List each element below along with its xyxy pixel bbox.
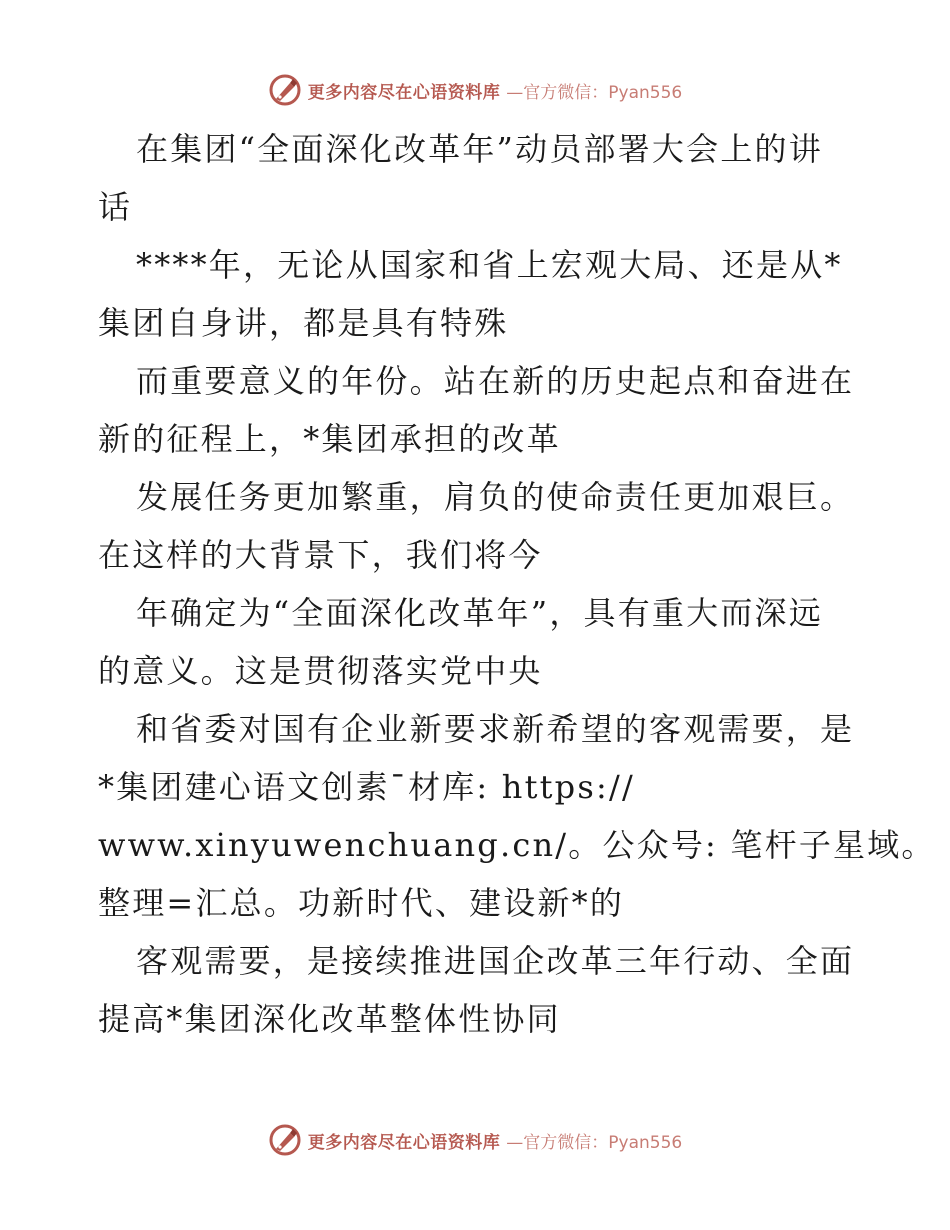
header-banner-main-text: 更多内容尽在心语资料库 xyxy=(307,82,501,103)
body-line-14: 提高*集团深化改革整体性协同 xyxy=(98,1000,561,1038)
body-line-10: *集团建心语文创素¯材库: https:// xyxy=(98,768,635,806)
body-line-13: 客观需要，是接续推进国企改革三年行动、全面 xyxy=(136,942,855,980)
header-banner-wechat-text: —官方微信：Pyan556 xyxy=(506,82,683,103)
body-line-11: www.xinyuwenchuang.cn/。公众号: 笔杆子星域。 xyxy=(98,826,936,864)
body-line-12: 整理=汇总。功新时代、建设新*的 xyxy=(98,884,625,922)
pen-logo-icon xyxy=(268,1123,302,1157)
footer-banner-inner xyxy=(268,1123,682,1157)
title-line-2: 话 xyxy=(98,188,133,226)
body-line-5: 发展任务更加繁重，肩负的使命责任更加艰巨。 xyxy=(136,478,855,516)
body-line-6: 在这样的大背景下，我们将今 xyxy=(98,536,543,574)
body-line-4: 新的征程上，*集团承担的改革 xyxy=(98,420,561,458)
body-line-8: 的意义。这是贯彻落实党中央 xyxy=(98,652,543,690)
header-banner-inner xyxy=(268,73,682,107)
footer-banner-main-text: 更多内容尽在心语资料库 xyxy=(307,1132,501,1153)
body-line-1: ****年，无论从国家和省上宏观大局、还是从* xyxy=(136,246,843,284)
body-line-2: 集团自身讲，都是具有特殊 xyxy=(98,304,509,342)
document-body xyxy=(98,120,936,1048)
footer-banner-wechat-text: —官方微信：Pyan556 xyxy=(506,1132,683,1153)
title-line-1: 在集团“全面深化改革年”动员部署大会上的讲 xyxy=(136,130,823,168)
header-banner xyxy=(0,70,950,110)
body-line-7: 年确定为“全面深化改革年”，具有重大而深远 xyxy=(136,594,823,632)
body-line-3: 而重要意义的年份。站在新的历史起点和奋进在 xyxy=(136,362,855,400)
footer-banner xyxy=(0,1120,950,1160)
pen-logo-icon xyxy=(268,73,302,107)
body-line-9: 和省委对国有企业新要求新希望的客观需要，是 xyxy=(136,710,855,748)
